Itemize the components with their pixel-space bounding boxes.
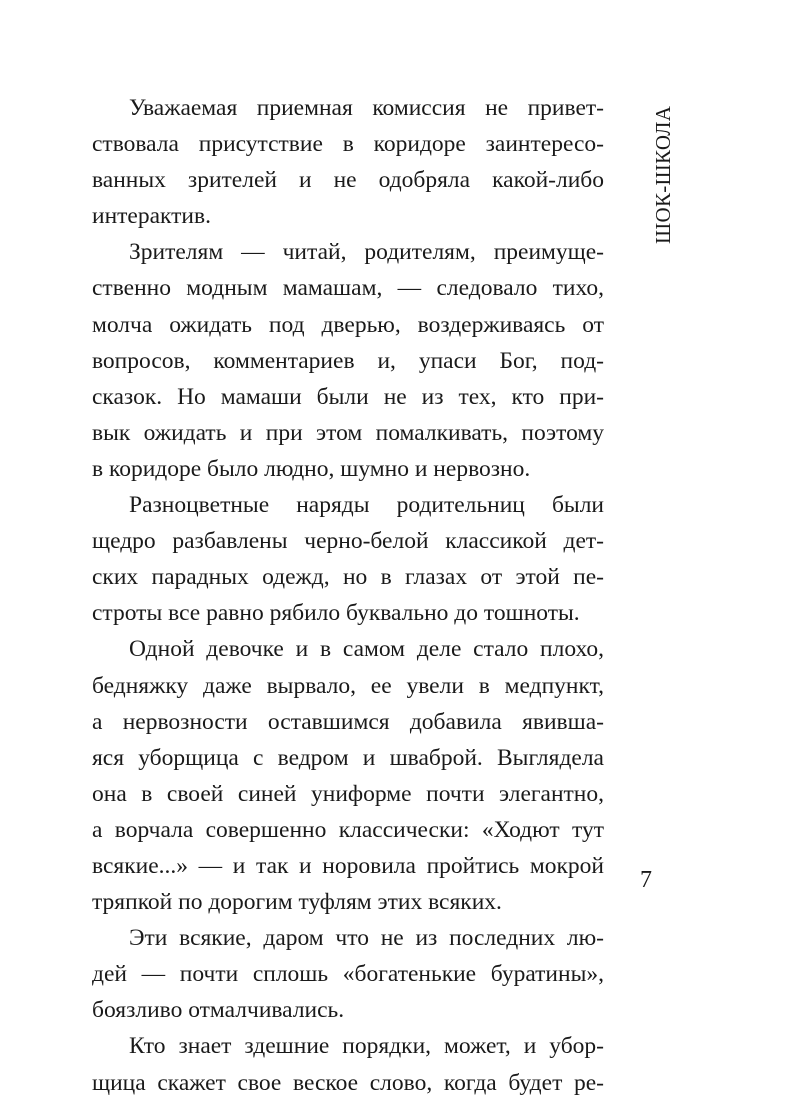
paragraph: [92, 1028, 604, 1100]
text-line: ских парадных одежд, но в глазах от этой пе-: [92, 564, 604, 591]
paragraph: [92, 920, 604, 1028]
text-line: вык ожидать и при этом помалкивать, поэтому: [92, 419, 604, 446]
text-line: Зрителям — читай, родителям, преимуще-: [129, 239, 604, 266]
paragraph: [92, 631, 604, 920]
text-line: строты все равно рябило буквально до тошноты.: [92, 600, 580, 627]
text-line: ствовала присутствие в коридоре заинтересо-: [92, 131, 604, 158]
body-text: [92, 90, 604, 1101]
text-line: щица скажет свое веское слово, когда будет ре-: [92, 1069, 604, 1096]
text-line: в коридоре было людно, шумно и нервозно.: [92, 455, 531, 482]
text-line: яся уборщица с ведром и шваброй. Выглядела: [92, 744, 604, 771]
running-head-text: ШОК-ШКОЛА: [651, 105, 675, 244]
text-line: бедняжку даже вырвало, ее увели в медпункт,: [92, 672, 604, 699]
text-line: щедро разбавлены черно-белой классикой дет-: [92, 528, 604, 555]
text-line: Кто знает здешние порядки, может, и убор-: [129, 1033, 604, 1060]
paragraph: [92, 487, 604, 631]
text-line: вопросов, комментариев и, упаси Бог, под-: [92, 347, 604, 374]
text-line: молча ожидать под дверью, воздерживаясь от: [92, 311, 604, 338]
text-line: она в своей синей униформе почти элегантно,: [92, 780, 604, 807]
text-line: ванных зрителей и не одобряла какой-либо: [92, 167, 604, 194]
text-line: боязливо отмалчивались.: [92, 997, 345, 1024]
text-line: а ворчала совершенно классически: «Ходют тут: [92, 816, 604, 843]
text-line: а нервозности оставшимся добавила явивша-: [92, 708, 604, 735]
text-line: Уважаемая приемная комиссия не привет-: [129, 95, 604, 121]
paragraph: [92, 234, 604, 487]
paragraph: [92, 90, 604, 234]
page-number: 7: [640, 867, 652, 893]
running-head: [651, 96, 694, 246]
text-line: тряпкой по дорогим туфлям этих всяких.: [92, 889, 502, 916]
text-line: Одной девочке и в самом деле стало плохо,: [129, 636, 604, 663]
text-line: Разноцветные наряды родительниц были: [129, 492, 604, 519]
text-line: Эти всякие, даром что не из последних лю-: [129, 925, 604, 952]
text-line: интерактив.: [92, 203, 211, 230]
text-line: всякие...» — и так и норовила пройтись мокрой: [92, 852, 604, 879]
text-line: сказок. Но мамаши были не из тех, кто при-: [92, 383, 604, 410]
text-line: ственно модным мамашам, — следовало тихо,: [92, 275, 604, 302]
text-line: дей — почти сплошь «богатенькие буратины»,: [92, 961, 604, 988]
